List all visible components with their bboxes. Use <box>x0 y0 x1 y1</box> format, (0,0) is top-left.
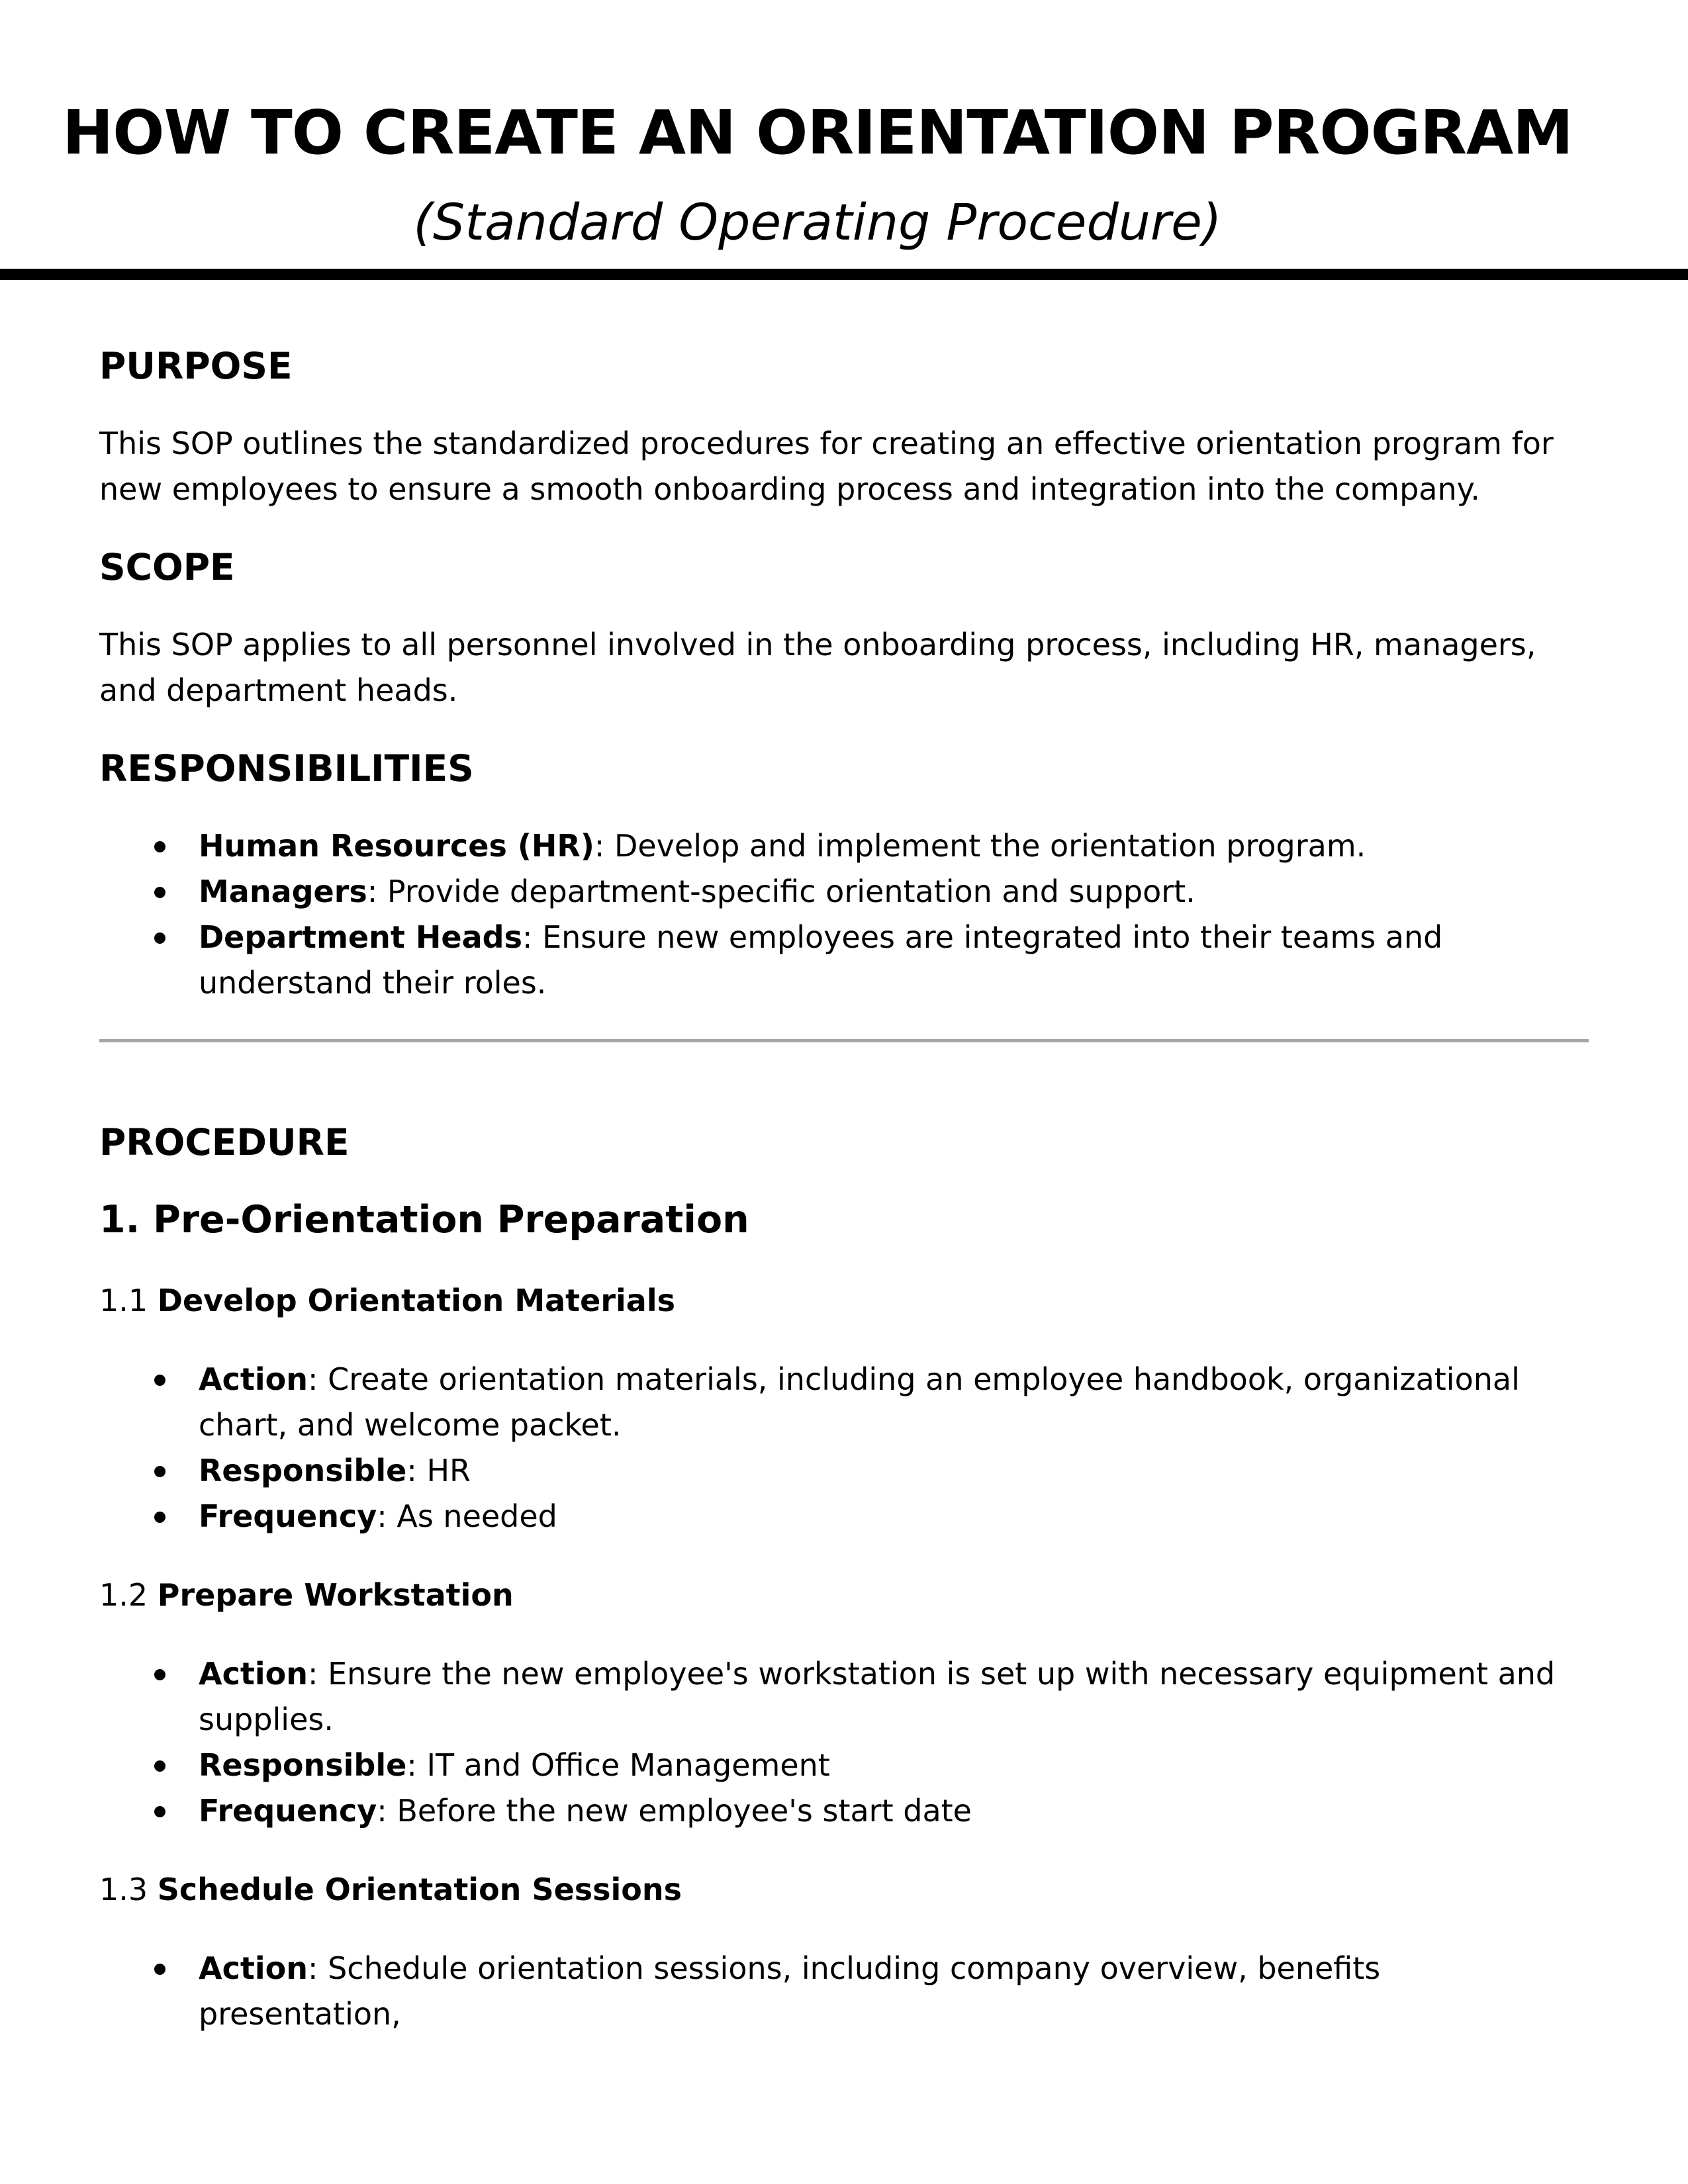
item-desc: : Provide department-specific orientation and support. <box>367 874 1196 909</box>
list-item <box>99 823 1589 869</box>
item-term: Responsible <box>199 1747 407 1784</box>
section-1-heading: 1. Pre-Orientation Preparation <box>99 1198 749 1242</box>
item-term: Human Resources (HR) <box>199 828 594 864</box>
item-desc: : As needed <box>377 1498 557 1535</box>
item-term: Action <box>199 1361 308 1398</box>
bullet-icon <box>154 841 165 852</box>
bullet-icon <box>154 1375 165 1386</box>
item-desc: : HR <box>406 1453 471 1489</box>
item-desc: : IT and Office Management <box>406 1747 830 1784</box>
item-term: Frequency <box>199 1498 377 1535</box>
step-title: Prepare Workstation <box>157 1577 514 1614</box>
item-term: Frequency <box>199 1793 377 1829</box>
header-divider <box>0 269 1688 280</box>
list-item <box>99 1448 1589 1494</box>
item-term: Department Heads <box>199 919 522 955</box>
bullet-icon <box>154 1512 165 1523</box>
bullet-icon <box>154 1466 165 1477</box>
section-divider <box>99 1039 1589 1042</box>
step-1-3-heading <box>99 1867 1589 1913</box>
list-item <box>99 1743 1589 1788</box>
item-desc: : Schedule orientation sessions, including company overview, benefits presentation, <box>199 1950 1381 2032</box>
procedure-heading: PROCEDURE <box>99 1121 350 1163</box>
bullet-icon <box>154 887 165 898</box>
list-item <box>99 915 1589 1006</box>
item-desc: : Ensure new employees are integrated into their teams and understand their roles. <box>199 919 1443 1001</box>
list-item <box>99 1946 1589 2037</box>
responsibilities-heading: RESPONSIBILITIES <box>99 747 474 790</box>
purpose-heading: PURPOSE <box>99 345 293 387</box>
item-desc: : Ensure the new employee's workstation is set up with necessary equipment and supplies. <box>199 1656 1556 1738</box>
item-desc: : Create orientation materials, including an employee handbook, organizational chart, and welcome packet. <box>199 1361 1520 1443</box>
scope-heading: SCOPE <box>99 546 235 588</box>
step-number: 1.2 <box>99 1577 148 1614</box>
item-term: Action <box>199 1656 308 1692</box>
document-title: HOW TO CREATE AN ORIENTATION PROGRAM <box>62 97 1573 168</box>
purpose-text: This SOP outlines the standardized procedures for creating an effective orientation program for new employees to ensure a smooth onboarding process and integration into the company. <box>99 426 1554 507</box>
step-1-2-heading <box>99 1572 1589 1618</box>
bullet-icon <box>154 933 165 944</box>
list-item <box>99 1651 1589 1743</box>
item-desc: : Before the new employee's start date <box>377 1793 972 1829</box>
step-title: Develop Orientation Materials <box>157 1283 675 1319</box>
step-1-3-list <box>99 1946 1589 2037</box>
document-subtitle: (Standard Operating Procedure) <box>413 193 1222 251</box>
step-1-1-heading <box>99 1278 1589 1324</box>
responsibilities-list <box>99 823 1589 1006</box>
step-number: 1.1 <box>99 1283 148 1319</box>
list-item <box>99 869 1589 915</box>
item-term: Responsible <box>199 1453 407 1489</box>
step-number: 1.3 <box>99 1872 148 1908</box>
list-item <box>99 1494 1589 1539</box>
item-term: Action <box>199 1950 308 1987</box>
bullet-icon <box>154 1964 165 1975</box>
list-item <box>99 1357 1589 1448</box>
item-term: Managers <box>199 874 367 909</box>
bullet-icon <box>154 1760 165 1772</box>
bullet-icon <box>154 1806 165 1817</box>
item-desc: : Develop and implement the orientation program. <box>594 828 1366 864</box>
bullet-icon <box>154 1669 165 1680</box>
step-1-1-list <box>99 1357 1589 1539</box>
list-item <box>99 1788 1589 1834</box>
document-body <box>99 344 1589 2070</box>
scope-text: This SOP applies to all personnel involved in the onboarding process, including HR, managers, and department heads. <box>99 627 1536 708</box>
step-title: Schedule Orientation Sessions <box>157 1872 682 1908</box>
step-1-2-list <box>99 1651 1589 1834</box>
